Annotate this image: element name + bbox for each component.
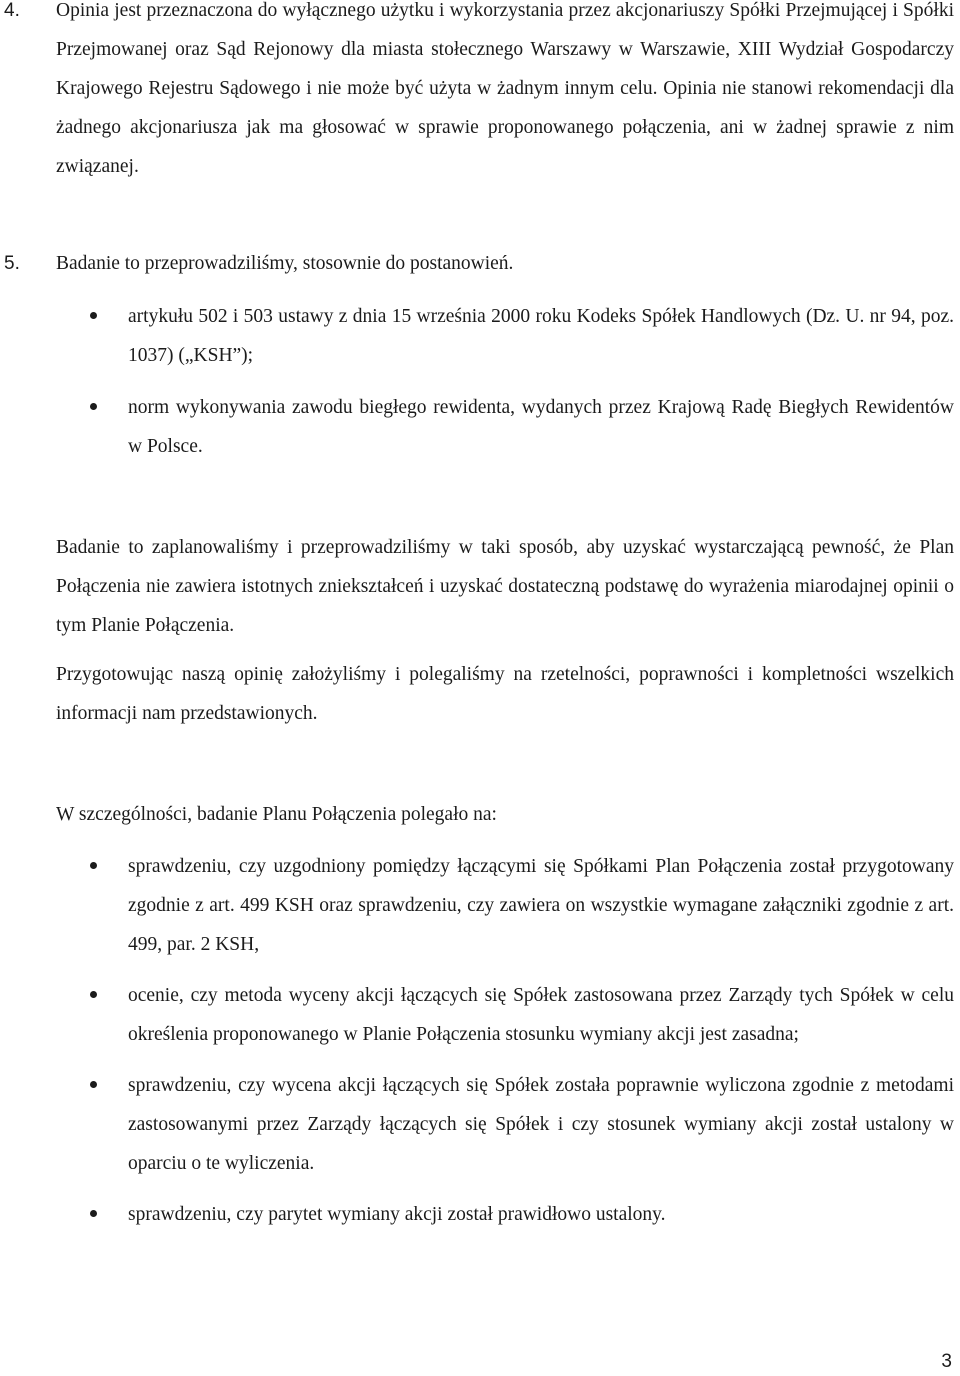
- item-5-text: Badanie to przeprowadziliśmy, stosownie do postanowień.: [56, 253, 514, 274]
- scope-bullet-list: [0, 847, 960, 1234]
- item-5-bullet-list: [0, 297, 960, 466]
- page-number: 3: [941, 1351, 952, 1372]
- paragraph-scope-intro: W szczególności, badanie Planu Połączenia polegało na:: [56, 804, 497, 825]
- item-4-text: Opinia jest przeznaczona do wyłącznego użytku i wykorzystania przez akcjonariuszy Spółki Przejmującej i Spółki Przejmowanej oraz Sąd Rejonowy dla miasta stołecznego Warszawy w Warszawie, XIII Wydział Gospodarczy Krajowego Rejestru Sądowego i nie może być użyta w żadnym innym celu. Opinia nie stanowi rekomendacji dla żadnego akcjonariusza jak ma głosować w sprawie proponowanego połączenia, ani w żadnej sprawie z nim związanej.: [56, 0, 954, 177]
- list-item: ocenie, czy metoda wyceny akcji łączących się Spółek zastosowana przez Zarządy tych Spółek w celu określenia proponowanego w Planie Połączenia stosunku wymiany akcji jest zasadna;: [128, 976, 954, 1054]
- item-5-number: 5.: [4, 253, 20, 274]
- paragraph-planning: Badanie to zaplanowaliśmy i przeprowadziliśmy w taki sposób, aby uzyskać wystarczającą pewność, że Plan Połączenia nie zawiera istotnych zniekształceń i uzyskać dostateczną podstawę do wyrażenia miarodajnej opinii o tym Planie Połączenia.: [56, 537, 954, 636]
- item-4-section: [0, 0, 960, 186]
- list-item: sprawdzeniu, czy uzgodniony pomiędzy łączącymi się Spółkami Plan Połączenia został przygotowany zgodnie z art. 499 KSH oraz sprawdzeniu, czy zawiera on wszystkie wymagane załączniki zgodnie z art. 499, par. 2 KSH,: [128, 847, 954, 964]
- item-4-number: 4.: [4, 0, 20, 21]
- paragraph-assumptions: Przygotowując naszą opinię założyliśmy i polegaliśmy na rzetelności, poprawności i kompletności wszelkich informacji nam przedstawionych.: [56, 664, 954, 724]
- list-item: norm wykonywania zawodu biegłego rewidenta, wydanych przez Krajową Radę Biegłych Rewidentów w Polsce.: [128, 388, 954, 466]
- list-item: sprawdzeniu, czy wycena akcji łączących się Spółek została poprawnie wyliczona zgodnie z metodami zastosowanymi przez Zarządy łączących się Spółek i czy stosunek wymiany akcji został ustalony w oparciu o te wyliczenia.: [128, 1066, 954, 1183]
- item-5-section: [0, 244, 960, 283]
- list-item: sprawdzeniu, czy parytet wymiany akcji został prawidłowo ustalony.: [128, 1195, 954, 1234]
- list-item: artykułu 502 i 503 ustawy z dnia 15 września 2000 roku Kodeks Spółek Handlowych (Dz. U. nr 94, poz. 1037) („KSH”);: [128, 297, 954, 375]
